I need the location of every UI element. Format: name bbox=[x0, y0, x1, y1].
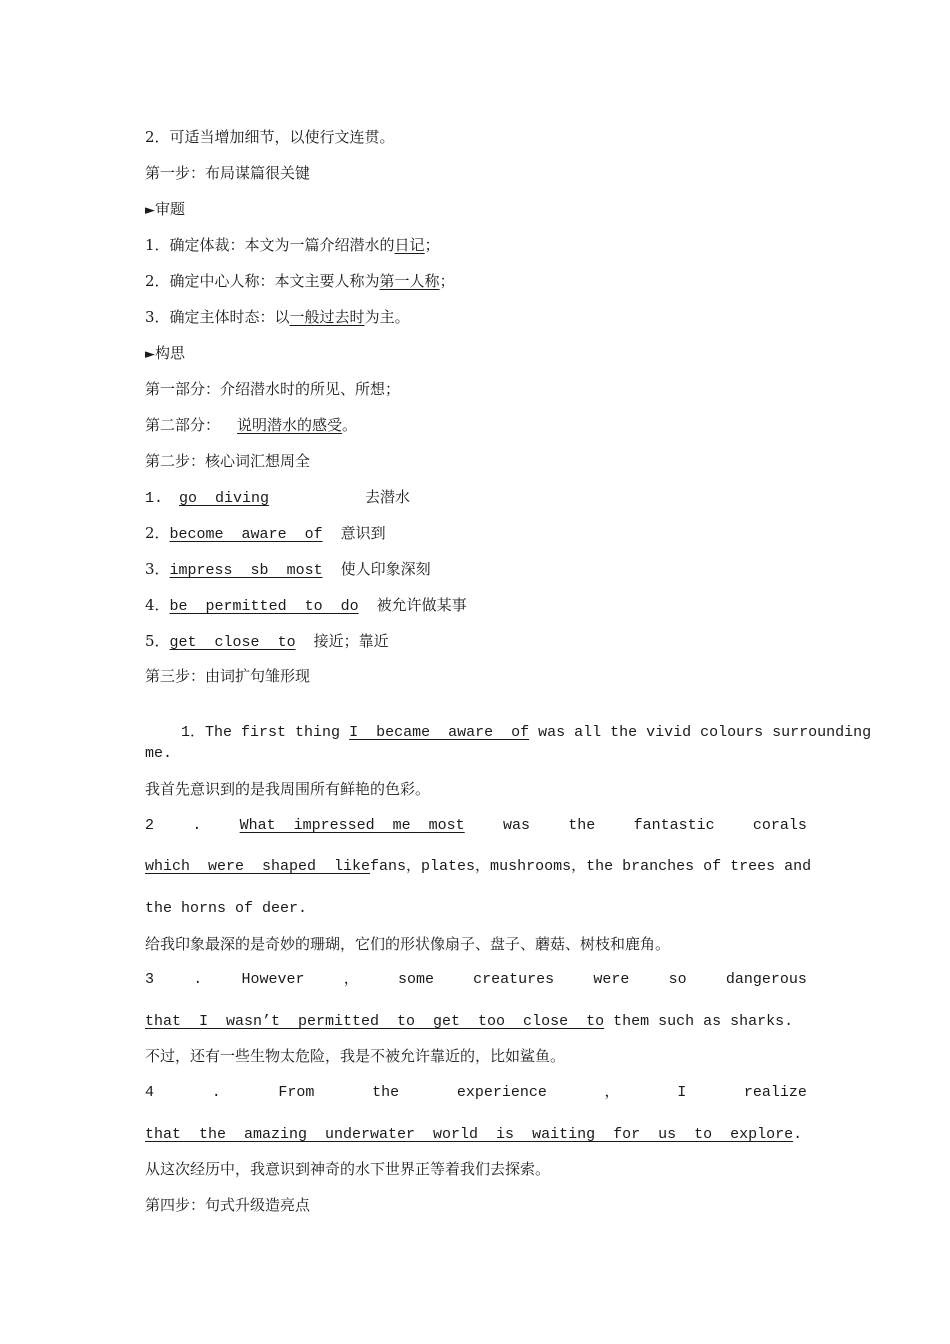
sentence-2-line-1 bbox=[145, 816, 807, 836]
vocab-meaning: 去潜水 bbox=[365, 488, 411, 506]
sentence-1-suffix: was all the vivid colours surrounding bbox=[538, 724, 872, 741]
sentence-4-answer: that the amazing underwater world is waiting for us to explore bbox=[145, 1126, 794, 1143]
sentence-4-chinese: 从这次经历中，我意识到神奇的水下世界正等着我们去探索。 bbox=[145, 1160, 551, 1178]
step1-title: 第一步：布局谋篇很关键 bbox=[145, 164, 311, 182]
shen-ti-label: 审题 bbox=[155, 200, 186, 218]
person-prefix: 2．确定中心人称：本文主要人称为 bbox=[145, 272, 380, 290]
sentence-4-num: 4 bbox=[145, 1084, 155, 1101]
sentence-3-word: were bbox=[593, 971, 630, 988]
tense-answer: 一般过去时 bbox=[289, 308, 365, 326]
sentence-2-word: fantastic bbox=[633, 817, 715, 834]
vocab-item-1 bbox=[145, 487, 807, 509]
person-answer: 第一人称 bbox=[379, 272, 440, 290]
sentence-4-word: I bbox=[677, 1084, 687, 1101]
tense-line bbox=[145, 307, 807, 327]
sentence-3-line-2 bbox=[145, 1012, 807, 1032]
vocab-num: 2． bbox=[145, 524, 170, 542]
sentence-4-word: the bbox=[372, 1084, 400, 1101]
gou-si-label: 构思 bbox=[155, 344, 186, 362]
sentence-3-suffix: them such as sharks. bbox=[613, 1013, 794, 1030]
sentence-4-line-2 bbox=[145, 1125, 807, 1145]
genre-prefix: 1．确定体裁：本文为一篇介绍潜水的 bbox=[145, 236, 395, 254]
shen-ti-heading bbox=[145, 199, 807, 221]
vocab-answer: get close to bbox=[169, 634, 296, 651]
sentence-2-suffix: fans，plates，mushrooms，the branches of trees and bbox=[370, 858, 812, 875]
vocab-item-4 bbox=[145, 595, 807, 617]
vocab-num: 5． bbox=[145, 632, 170, 650]
tense-prefix: 3．确定主体时态：以 bbox=[145, 308, 290, 326]
person-line bbox=[145, 271, 807, 291]
step4-title: 第四步：句式升级造亮点 bbox=[145, 1196, 311, 1214]
sentence-4-line-1 bbox=[145, 1083, 807, 1103]
sentence-3-word: so bbox=[668, 971, 687, 988]
sentence-4-word: experience bbox=[456, 1084, 547, 1101]
sentence-3-word: dangerous bbox=[725, 971, 807, 988]
gou-si-heading bbox=[145, 343, 807, 365]
intro-item-2: 2．可适当增加细节，以使行文连贯。 bbox=[145, 128, 395, 146]
sentence-3-word: some bbox=[397, 971, 434, 988]
sentence-3-chinese: 不过，还有一些生物太危险，我是不被允许靠近的，比如鲨鱼。 bbox=[145, 1047, 566, 1065]
step2-title: 第二步：核心词汇想周全 bbox=[145, 452, 311, 470]
vocab-answer: be permitted to do bbox=[169, 598, 359, 615]
part-2-line bbox=[145, 415, 807, 435]
sentence-3-dot: . bbox=[193, 971, 203, 988]
sentence-2-num: 2 bbox=[145, 817, 155, 834]
sentence-1-answer: I became aware of bbox=[349, 724, 530, 741]
sentence-3-comma: ， bbox=[343, 971, 359, 988]
sentence-2-line-3: the horns of deer. bbox=[145, 900, 308, 917]
sentence-2-chinese: 给我印象最深的是奇妙的珊瑚，它们的形状像扇子、盘子、蘑菇、树枝和鹿角。 bbox=[145, 935, 671, 953]
sentence-4-suffix: . bbox=[793, 1126, 803, 1143]
sentence-1-prefix: 1．The first thing bbox=[181, 724, 341, 741]
part-2-answer: 说明潜水的感受 bbox=[237, 416, 343, 434]
sentence-2-answer-2: which were shaped like bbox=[145, 858, 371, 875]
triangle-bullet-icon: ► bbox=[145, 347, 155, 362]
sentence-2-answer-1: What impressed me most bbox=[239, 817, 465, 834]
vocab-item-3 bbox=[145, 559, 807, 581]
sentence-4-word: From bbox=[278, 1084, 315, 1101]
sentence-4-word: realize bbox=[743, 1084, 807, 1101]
sentence-2-dot: . bbox=[192, 817, 202, 834]
triangle-bullet-icon: ► bbox=[145, 203, 155, 218]
vocab-meaning: 接近；靠近 bbox=[313, 632, 389, 650]
sentence-1-line-2: me. bbox=[145, 745, 173, 762]
sentence-2-word: the bbox=[568, 817, 596, 834]
step3-title: 第三步：由词扩句雏形现 bbox=[145, 667, 311, 685]
sentence-4-dot: . bbox=[211, 1084, 221, 1101]
sentence-3-word: creatures bbox=[473, 971, 555, 988]
vocab-meaning: 使人印象深刻 bbox=[340, 560, 431, 578]
vocab-answer: become aware of bbox=[169, 526, 323, 543]
sentence-1-chinese: 我首先意识到的是我周围所有鲜艳的色彩。 bbox=[145, 780, 431, 798]
sentence-2-word: was bbox=[502, 817, 530, 834]
genre-answer: 日记 bbox=[394, 236, 425, 254]
part-2-suffix: 。 bbox=[342, 416, 358, 434]
vocab-meaning: 被允许做某事 bbox=[376, 596, 467, 614]
sentence-3-word: However bbox=[241, 971, 305, 988]
vocab-answer: go diving bbox=[179, 490, 270, 507]
sentence-4-comma: ， bbox=[604, 1084, 620, 1101]
vocab-num: 1. bbox=[145, 490, 164, 507]
sentence-3-line-1 bbox=[145, 970, 807, 990]
vocab-num: 3． bbox=[145, 560, 170, 578]
vocab-answer: impress sb most bbox=[169, 562, 323, 579]
part-2-prefix: 第二部分： bbox=[145, 416, 221, 434]
vocab-item-2 bbox=[145, 523, 807, 545]
sentence-3-num: 3 bbox=[145, 971, 155, 988]
sentence-2-line-2 bbox=[145, 857, 812, 877]
vocab-item-5 bbox=[145, 631, 807, 653]
sentence-3-answer: that I wasn’t permitted to get too close to bbox=[145, 1013, 605, 1030]
person-suffix: ； bbox=[439, 272, 455, 290]
tense-suffix: 为主。 bbox=[364, 308, 410, 326]
sentence-2-word: corals bbox=[752, 817, 807, 834]
vocab-meaning: 意识到 bbox=[340, 524, 386, 542]
genre-line bbox=[145, 235, 807, 255]
part-1-line: 第一部分：介绍潜水时的所见、所想； bbox=[145, 380, 401, 398]
vocab-num: 4． bbox=[145, 596, 170, 614]
genre-suffix: ； bbox=[424, 236, 440, 254]
